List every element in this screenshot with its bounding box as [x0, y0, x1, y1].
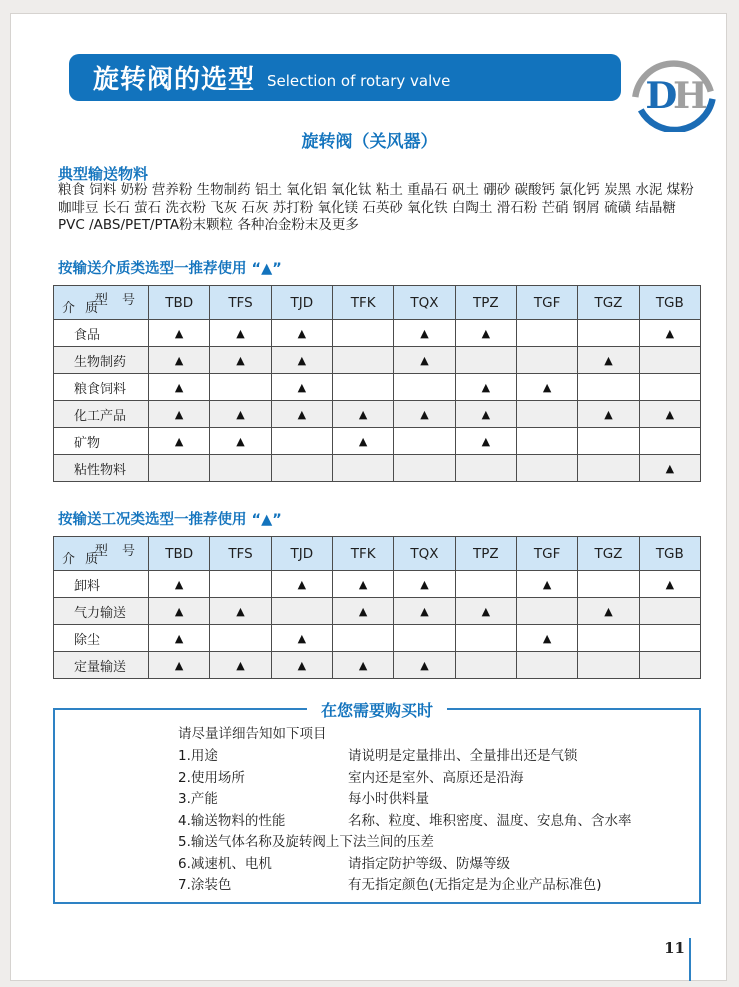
medium-label: 化工产品 — [54, 401, 149, 428]
medium-label: 食品 — [54, 320, 149, 347]
purchase-item-label: 7.涂装色 — [178, 877, 232, 893]
model-column-header: TQX — [394, 537, 455, 571]
mark-cell — [394, 625, 455, 652]
mark-cell — [516, 347, 577, 374]
condition-label: 定量输送 — [54, 652, 149, 679]
condition-label: 气力输送 — [54, 598, 149, 625]
purchase-item-label: 4.输送物料的性能 — [178, 812, 286, 829]
model-column-header: TFS — [210, 286, 271, 320]
page-title: 旋转阀（关风器） — [301, 132, 438, 152]
mark-cell — [578, 571, 639, 598]
corner-label-medium: 介 质 — [62, 552, 102, 567]
mark-cell: ▲ — [578, 347, 639, 374]
model-column-header: TGF — [516, 537, 577, 571]
mark-cell: ▲ — [149, 428, 210, 455]
corner-label-model: 型 号 — [94, 293, 140, 308]
mark-cell — [516, 428, 577, 455]
mark-cell: ▲ — [271, 652, 332, 679]
mark-cell: ▲ — [210, 320, 271, 347]
purchase-item-label: 2.使用场所 — [178, 769, 245, 786]
mark-cell: ▲ — [332, 598, 393, 625]
purchase-item-desc: 有无指定颜色(无指定是为企业产品标准色) — [348, 877, 602, 893]
mark-cell: ▲ — [455, 320, 516, 347]
mark-cell — [394, 374, 455, 401]
logo-letter-h: H — [673, 73, 708, 118]
model-column-header: TJD — [271, 537, 332, 571]
mark-cell: ▲ — [149, 625, 210, 652]
mark-cell: ▲ — [149, 652, 210, 679]
mark-cell: ▲ — [516, 571, 577, 598]
mark-cell — [455, 347, 516, 374]
mark-cell: ▲ — [149, 401, 210, 428]
mark-cell: ▲ — [271, 347, 332, 374]
mark-cell: ▲ — [455, 374, 516, 401]
mark-cell: ▲ — [578, 401, 639, 428]
purchase-item-row — [178, 792, 689, 807]
table-corner-cell — [54, 537, 149, 571]
model-column-header: TFK — [332, 286, 393, 320]
mark-cell — [332, 320, 393, 347]
table-corner-cell — [54, 286, 149, 320]
table-row — [54, 401, 701, 428]
mark-cell — [578, 455, 639, 482]
mark-cell — [149, 455, 210, 482]
purchase-item-row — [178, 835, 689, 850]
mark-cell — [271, 428, 332, 455]
mark-cell: ▲ — [578, 598, 639, 625]
mark-cell: ▲ — [516, 374, 577, 401]
purchase-item-desc: 室内还是室外、高原还是沿海 — [348, 769, 524, 786]
table-row — [54, 347, 701, 374]
mark-cell: ▲ — [210, 401, 271, 428]
mark-cell — [516, 652, 577, 679]
purchase-item-desc: 请指定防护等级、防爆等级 — [348, 855, 510, 872]
logo-letter-d: D — [645, 73, 678, 118]
mark-cell: ▲ — [271, 571, 332, 598]
mark-cell — [516, 598, 577, 625]
medium-label: 矿物 — [54, 428, 149, 455]
mark-cell — [578, 625, 639, 652]
mark-cell: ▲ — [332, 401, 393, 428]
table-row — [54, 455, 701, 482]
model-column-header: TGZ — [578, 286, 639, 320]
mark-cell — [639, 625, 700, 652]
mark-cell: ▲ — [332, 428, 393, 455]
mark-cell: ▲ — [394, 598, 455, 625]
model-column-header: TFS — [210, 537, 271, 571]
mark-cell — [210, 455, 271, 482]
page-number-divider — [689, 938, 691, 981]
mark-cell — [455, 571, 516, 598]
mark-cell — [639, 652, 700, 679]
purchase-item-row — [178, 878, 689, 893]
model-column-header: TGF — [516, 286, 577, 320]
mark-cell: ▲ — [394, 401, 455, 428]
mark-cell: ▲ — [639, 571, 700, 598]
condition-table-section-title: 按输送工况类选型一推荐使用 “▲” — [58, 512, 282, 528]
purchase-item-label: 6.减速机、电机 — [178, 855, 272, 872]
banner-title-en: Selection of rotary valve — [267, 71, 451, 90]
mark-cell — [455, 455, 516, 482]
purchase-item-desc: 每小时供料量 — [348, 791, 429, 807]
purchase-item-label: 3.产能 — [178, 791, 218, 807]
mark-cell: ▲ — [271, 401, 332, 428]
mark-cell: ▲ — [210, 652, 271, 679]
purchase-item-label: 5.输送气体名称及旋转阀上下法兰间的压差 — [178, 834, 434, 850]
purchase-info-box — [53, 701, 701, 904]
table-row — [54, 625, 701, 652]
medium-label: 粮食饲料 — [54, 374, 149, 401]
mark-cell: ▲ — [394, 320, 455, 347]
mark-cell: ▲ — [394, 347, 455, 374]
mark-cell — [516, 401, 577, 428]
mark-cell — [455, 625, 516, 652]
mark-cell — [210, 374, 271, 401]
mark-cell — [210, 625, 271, 652]
mark-cell — [516, 320, 577, 347]
mark-cell: ▲ — [639, 320, 700, 347]
model-column-header: TFK — [332, 537, 393, 571]
mark-cell: ▲ — [271, 320, 332, 347]
corner-label-medium: 介 质 — [62, 301, 102, 316]
mark-cell: ▲ — [455, 428, 516, 455]
mark-cell — [578, 652, 639, 679]
model-column-header: TBD — [149, 537, 210, 571]
mark-cell: ▲ — [210, 347, 271, 374]
mark-cell — [271, 455, 332, 482]
mark-cell: ▲ — [149, 347, 210, 374]
purchase-box-intro: 请尽量详细告知如下项目 — [178, 726, 327, 742]
corner-label-model: 型 号 — [94, 544, 140, 559]
catalog-page — [10, 13, 727, 981]
mark-cell — [394, 455, 455, 482]
materials-heading: 典型输送物料 — [58, 165, 149, 183]
medium-label: 生物制药 — [54, 347, 149, 374]
mark-cell: ▲ — [149, 320, 210, 347]
mark-cell — [332, 625, 393, 652]
mark-cell — [332, 455, 393, 482]
mark-cell: ▲ — [394, 571, 455, 598]
mark-cell — [578, 374, 639, 401]
mark-cell — [455, 652, 516, 679]
medium-label: 粘性物料 — [54, 455, 149, 482]
mark-cell: ▲ — [332, 652, 393, 679]
mark-cell — [394, 428, 455, 455]
dh-logo-icon — [627, 52, 719, 132]
purchase-item-row — [178, 814, 689, 829]
mark-cell: ▲ — [455, 401, 516, 428]
table-header-row — [54, 286, 701, 320]
mark-cell: ▲ — [149, 598, 210, 625]
table-row — [54, 571, 701, 598]
model-column-header: TQX — [394, 286, 455, 320]
mark-cell — [332, 374, 393, 401]
mark-cell — [578, 320, 639, 347]
media-table-section-title: 按输送介质类选型一推荐使用 “▲” — [58, 261, 282, 277]
mark-cell — [271, 598, 332, 625]
purchase-item-label: 1.用途 — [178, 748, 218, 764]
mark-cell: ▲ — [455, 598, 516, 625]
table-row — [54, 374, 701, 401]
model-column-header: TGZ — [578, 537, 639, 571]
purchase-item-row — [178, 771, 689, 786]
model-column-header: TPZ — [455, 286, 516, 320]
banner-title-zh: 旋转阀的选型 — [93, 65, 256, 95]
table-row — [54, 598, 701, 625]
purchase-item-row — [178, 857, 689, 872]
model-column-header: TJD — [271, 286, 332, 320]
purchase-item-list — [178, 749, 689, 893]
purchase-item-row — [178, 749, 689, 764]
model-column-header: TGB — [639, 286, 700, 320]
purchase-item-desc — [434, 835, 689, 850]
media-selection-table — [53, 285, 701, 482]
mark-cell — [639, 374, 700, 401]
purchase-box-title: 在您需要购买时 — [307, 698, 447, 721]
mark-cell — [639, 428, 700, 455]
mark-cell — [639, 598, 700, 625]
mark-cell: ▲ — [271, 374, 332, 401]
mark-cell: ▲ — [210, 428, 271, 455]
table-row — [54, 428, 701, 455]
mark-cell: ▲ — [210, 598, 271, 625]
mark-cell — [516, 455, 577, 482]
condition-selection-table — [53, 536, 701, 679]
mark-cell: ▲ — [149, 571, 210, 598]
mark-cell — [578, 428, 639, 455]
mark-cell: ▲ — [639, 455, 700, 482]
condition-label: 除尘 — [54, 625, 149, 652]
materials-paragraph: 粮食 饲料 奶粉 营养粉 生物制药 铝土 氧化铝 氧化钛 粘土 重晶石 矾土 硼砂 碳酸钙 氯化钙 炭黑 水泥 煤粉 咖啡豆 长石 萤石 洗衣粉 飞灰 石灰 苏打粉 氧化镁 石英砂 氧化铁 白陶土 滑石粉 芒硝 钢屑 硫磺 结晶糖 PVC /ABS/PET/PTA粉末颗粒 各种冶金粉末及更多 — [58, 182, 694, 233]
mark-cell: ▲ — [332, 571, 393, 598]
mark-cell: ▲ — [516, 625, 577, 652]
mark-cell: ▲ — [149, 374, 210, 401]
purchase-item-desc: 请说明是定量排出、全量排出还是气锁 — [348, 748, 578, 764]
model-column-header: TPZ — [455, 537, 516, 571]
model-column-header: TGB — [639, 537, 700, 571]
mark-cell: ▲ — [394, 652, 455, 679]
mark-cell: ▲ — [639, 401, 700, 428]
dh-logo-svg — [627, 52, 719, 132]
mark-cell — [639, 347, 700, 374]
purchase-item-desc: 名称、粒度、堆积密度、温度、安息角、含水率 — [348, 812, 632, 829]
condition-label: 卸料 — [54, 571, 149, 598]
mark-cell — [210, 571, 271, 598]
mark-cell: ▲ — [271, 625, 332, 652]
mark-cell — [332, 347, 393, 374]
table-row — [54, 320, 701, 347]
table-row — [54, 652, 701, 679]
model-column-header: TBD — [149, 286, 210, 320]
table-header-row — [54, 537, 701, 571]
page-number: 11 — [664, 939, 685, 957]
page-header-banner — [69, 54, 621, 101]
